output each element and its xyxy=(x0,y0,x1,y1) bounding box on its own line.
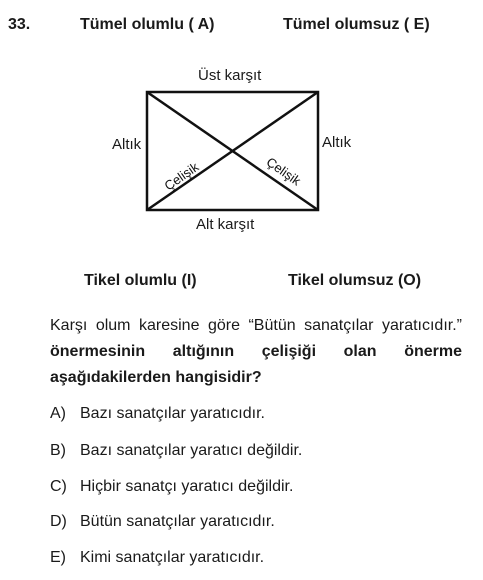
question-number: 33. xyxy=(8,16,31,33)
option-a[interactable] xyxy=(50,405,265,423)
corner-top-right: Tümel olumsuz ( E) xyxy=(283,16,430,33)
option-letter: D) xyxy=(50,513,67,530)
option-letter: B) xyxy=(50,442,66,459)
corner-bottom-left: Tikel olumlu (I) xyxy=(84,272,197,289)
stem-bold: önermesinin altığının çelişiği olan önerme aşağıdakilerden hangisidir? xyxy=(50,343,462,386)
option-text: Bütün sanatçılar yaratıcıdır. xyxy=(80,513,275,530)
option-d[interactable] xyxy=(50,513,275,531)
option-b[interactable] xyxy=(50,442,302,460)
question-stem xyxy=(50,313,462,391)
option-text: Bazı sanatçılar yaratıcı değildir. xyxy=(80,442,303,459)
stem-normal: Karşı olum karesine göre “Bütün sanatçılar yaratıcıdır.” xyxy=(50,317,462,334)
option-letter: E) xyxy=(50,549,66,566)
label-left-subaltern: Altık xyxy=(112,136,142,153)
option-text: Kimi sanatçılar yaratıcıdır. xyxy=(80,549,265,566)
option-letter: A) xyxy=(50,405,66,422)
corner-bottom-right: Tikel olumsuz (O) xyxy=(288,272,422,289)
option-c[interactable] xyxy=(50,478,293,496)
label-right-subaltern: Altık xyxy=(322,134,352,151)
label-diagonal-right: Çelişik xyxy=(263,154,304,189)
corner-top-left: Tümel olumlu ( A) xyxy=(80,16,215,33)
option-text: Hiçbir sanatçı yaratıcı değildir. xyxy=(80,478,294,495)
option-letter: C) xyxy=(50,478,67,495)
label-bottom-subcontrary: Alt karşıt xyxy=(196,216,255,233)
label-diagonal-left: Çelişik xyxy=(161,159,202,194)
option-text: Bazı sanatçılar yaratıcıdır. xyxy=(80,405,265,422)
option-e[interactable] xyxy=(50,549,264,567)
label-top-contrary: Üst karşıt xyxy=(198,67,262,84)
